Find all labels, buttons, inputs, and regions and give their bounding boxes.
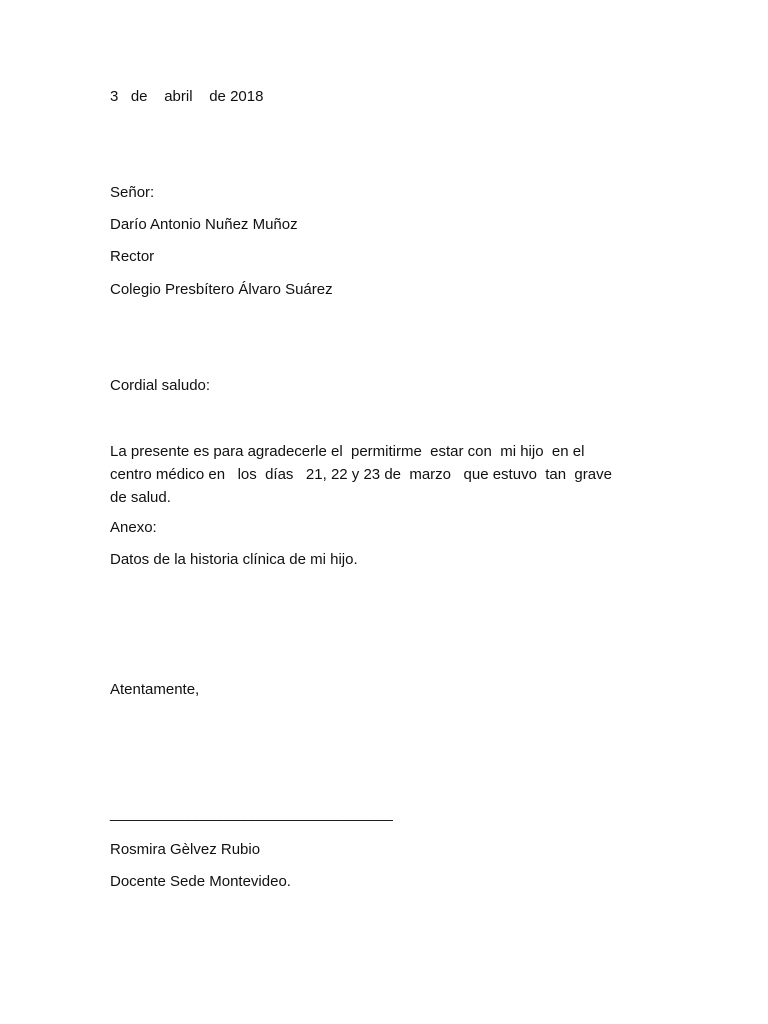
- signature-title: Docente Sede Montevideo.: [110, 873, 291, 890]
- body-line: La presente es para agradecerle el permitirme estar con mi hijo en el: [110, 443, 585, 460]
- letter-date: 3 de abril de 2018: [110, 88, 264, 105]
- annex-label: Anexo:: [110, 519, 157, 536]
- closing: Atentamente,: [110, 681, 200, 698]
- recipient-position: Rector: [110, 248, 155, 265]
- recipient-salutation-title: Señor:: [110, 184, 155, 201]
- greeting: Cordial saludo:: [110, 377, 211, 394]
- letter-body: [110, 440, 670, 509]
- recipient-institution: Colegio Presbítero Álvaro Suárez: [110, 281, 333, 298]
- annex-text: Datos de la historia clínica de mi hijo.: [110, 551, 358, 568]
- body-line: centro médico en los días 21, 22 y 23 de marzo que estuvo tan grave: [110, 466, 612, 483]
- signature-name: Rosmira Gèlvez Rubio: [110, 841, 261, 858]
- recipient-name: Darío Antonio Nuñez Muñoz: [110, 216, 298, 233]
- signature-line: ____________________________________: [110, 805, 393, 822]
- body-line: de salud.: [110, 489, 171, 506]
